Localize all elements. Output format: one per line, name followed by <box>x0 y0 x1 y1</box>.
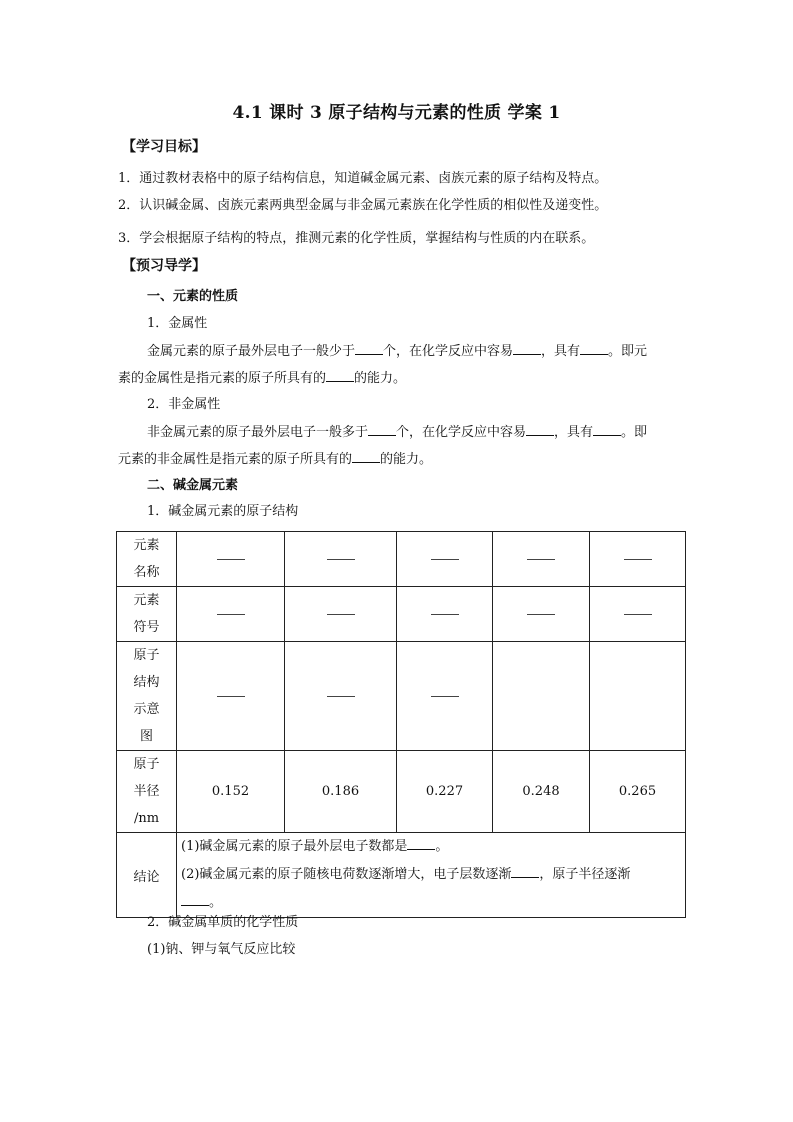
alkali-structure-table <box>116 531 686 918</box>
answer-cell[interactable] <box>397 532 493 587</box>
answer-cell[interactable] <box>493 587 590 642</box>
table-row <box>117 587 686 642</box>
answer-cell[interactable] <box>590 642 686 751</box>
subsection-heading: 二、碱金属元素 <box>147 478 239 493</box>
subsection-heading: 一、元素的性质 <box>147 289 239 304</box>
row-label: 元素 符号 <box>117 587 177 642</box>
row-label: 原子 结构 示意 图 <box>117 642 177 751</box>
table-row <box>117 833 686 918</box>
conclusion-cell <box>177 833 686 918</box>
item-heading: 1．碱金属元素的原子结构 <box>147 504 299 519</box>
row-label: 原子 半径 /nm <box>117 751 177 833</box>
answer-cell[interactable] <box>590 532 686 587</box>
fill-blank[interactable] <box>181 893 209 906</box>
item-heading: 1．金属性 <box>147 316 208 331</box>
conclusion-line: (2)碱金属元素的原子随核电荷数逐渐增大，电子层数逐渐 ，原子半径逐渐 <box>181 867 631 882</box>
answer-cell[interactable] <box>397 587 493 642</box>
section-heading-preview: 【预习导学】 <box>122 258 206 274</box>
table-row <box>117 642 686 751</box>
conclusion-line: 。 <box>181 889 681 917</box>
fill-blank[interactable] <box>368 423 396 436</box>
answer-cell[interactable] <box>285 587 397 642</box>
fill-blank[interactable] <box>407 837 435 850</box>
radius-value: 0.248 <box>493 751 590 833</box>
row-label: 元素 名称 <box>117 532 177 587</box>
paragraph-line: 素的金属性是指元素的原子所具有的 的能力。 <box>118 371 407 386</box>
item-heading: 2．碱金属单质的化学性质 <box>147 915 299 930</box>
item-heading: (1)钠、钾与氧气反应比较 <box>147 942 296 957</box>
answer-cell[interactable] <box>493 532 590 587</box>
answer-cell[interactable] <box>397 642 493 751</box>
fill-blank[interactable] <box>526 423 554 436</box>
table-row <box>117 751 686 833</box>
item-heading: 2．非金属性 <box>147 397 221 412</box>
paragraph-line: 金属元素的原子最外层电子一般少于 个，在化学反应中容易 ，具有 。即元 <box>147 344 648 359</box>
fill-blank[interactable] <box>326 369 354 382</box>
answer-cell[interactable] <box>493 642 590 751</box>
radius-value: 0.186 <box>285 751 397 833</box>
answer-cell[interactable] <box>177 642 285 751</box>
paragraph-line: 元素的非金属性是指元素的原子所具有的 的能力。 <box>118 452 433 467</box>
objective-item: 1．通过教材表格中的原子结构信息，知道碱金属元素、卤族元素的原子结构及特点。 <box>118 171 608 186</box>
answer-cell[interactable] <box>177 532 285 587</box>
paragraph-line: 非金属元素的原子最外层电子一般多于 个，在化学反应中容易 ，具有 。即 <box>147 425 648 440</box>
conclusion-line: (1)碱金属元素的原子最外层电子数都是 。 <box>181 839 449 854</box>
answer-cell[interactable] <box>590 587 686 642</box>
fill-blank[interactable] <box>513 342 541 355</box>
table-row <box>117 532 686 587</box>
answer-cell[interactable] <box>285 642 397 751</box>
fill-blank[interactable] <box>352 450 380 463</box>
page-title: 4.1 课时 3 原子结构与元素的性质 学案 1 <box>232 103 561 123</box>
objective-item: 2．认识碱金属、卤族元素两典型金属与非金属元素族在化学性质的相似性及递变性。 <box>118 198 608 213</box>
answer-cell[interactable] <box>177 587 285 642</box>
section-heading-objectives: 【学习目标】 <box>122 139 206 155</box>
fill-blank[interactable] <box>511 865 539 878</box>
radius-value: 0.265 <box>590 751 686 833</box>
radius-value: 0.227 <box>397 751 493 833</box>
radius-value: 0.152 <box>177 751 285 833</box>
fill-blank[interactable] <box>580 342 608 355</box>
row-label: 结论 <box>117 833 177 918</box>
fill-blank[interactable] <box>355 342 383 355</box>
answer-cell[interactable] <box>285 532 397 587</box>
fill-blank[interactable] <box>593 423 621 436</box>
objective-item: 3．学会根据原子结构的特点，推测元素的化学性质，掌握结构与性质的内在联系。 <box>118 231 595 246</box>
